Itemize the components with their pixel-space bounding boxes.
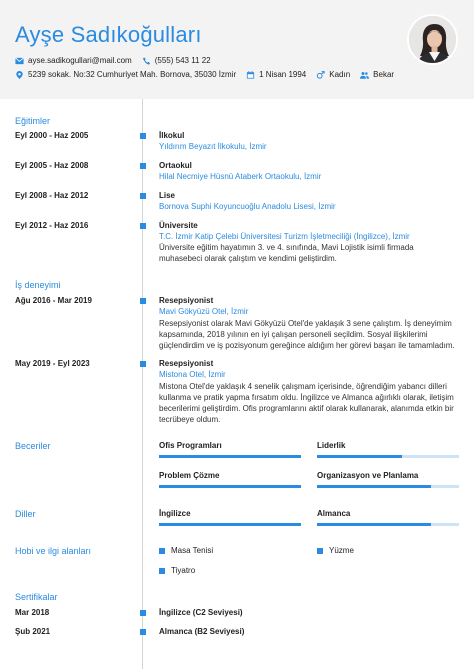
timeline-line (142, 99, 143, 669)
skill-bar-fill (159, 485, 301, 488)
hobby-label: Masa Tenisi (171, 546, 214, 555)
skill-bar-fill (317, 455, 402, 458)
certificate-title: Almanca (B2 Seviyesi) (159, 627, 245, 636)
certificate-date: Mar 2018 (15, 608, 50, 617)
contact-row-1 (15, 56, 221, 65)
skill-bar-fill (317, 485, 431, 488)
education-school: Yıldırım Beyazıt İlkokulu, İzmir (159, 142, 267, 151)
envelope-icon (15, 57, 24, 65)
profile-photo (407, 14, 458, 65)
certificate-title: İngilizce (C2 Seviyesi) (159, 608, 243, 617)
education-title: Ortaokul (159, 161, 192, 170)
education-date: Eyl 2005 - Haz 2008 (15, 161, 89, 170)
education-date: Eyl 2012 - Haz 2016 (15, 221, 89, 230)
section-title-skills: Beceriler (15, 441, 51, 451)
birthdate-text: 1 Nisan 1994 (259, 70, 307, 79)
experience-title: Resepsiyonist (159, 296, 214, 305)
skill-bar (159, 485, 301, 488)
section-title-certificates: Sertifikalar (15, 592, 58, 602)
address-item (15, 70, 236, 79)
gender-icon (316, 71, 325, 79)
marital-item (360, 70, 394, 79)
experience-date: Ağu 2016 - Mar 2019 (15, 296, 92, 305)
hobby-item (159, 566, 195, 575)
experience-description: Mistona Otel'de yaklaşık 4 senelik çalışmam içerisinde, öğrendiğim yabancı dilleri kullanma ve pratik yapma fırsatım oldu. İngilizce ve Almanca ağırlıklı olarak, iletişim becerilerimi geliştirdim. Ofis programlarını aktif olarak kullanarak, alanımda etkin bir tecrübeye oldum. (159, 382, 454, 424)
users-icon (360, 71, 369, 79)
phone-text: (555) 543 11 22 (154, 56, 211, 65)
skill-name: Ofis Programları (159, 441, 222, 450)
language-name: Almanca (317, 509, 351, 518)
education-school: Bornova Suphi Koyuncuoğlu Anadolu Lisesi, İzmir (159, 202, 336, 211)
timeline-marker (140, 361, 146, 367)
experience-company: Mistona Otel, İzmir (159, 370, 226, 379)
timeline-marker (140, 629, 146, 635)
map-marker-icon (15, 71, 24, 79)
section-title-education: Eğitimler (15, 116, 51, 126)
language-bar (317, 523, 459, 526)
education-date: Eyl 2000 - Haz 2005 (15, 131, 89, 140)
education-school: Hilal Necmiye Hüsnü Ataberk Ortaokulu, İzmir (159, 172, 322, 181)
experience-company: Mavi Gökyüzü Otel, İzmir (159, 307, 249, 316)
skill-bar (317, 485, 459, 488)
language-name: İngilizce (159, 509, 191, 518)
education-school: T.C. İzmir Katip Çelebi Üniversitesi Turizm İşletmeciliği (İngilizce), İzmir (159, 232, 410, 241)
timeline-marker (140, 133, 146, 139)
skill-bar-fill (159, 455, 301, 458)
section-title-hobbies: Hobi ve ilgi alanları (15, 546, 92, 556)
experience-description: Resepsiyonist olarak Mavi Gökyüzü Otel'de yaklaşık 3 sene çalıştım. İş deneyimim kapsamında, 2018 yılının en iyi çalışan personeli seçildim. Sosyal ilişkilerimi güçlendirdim ve iş pozisyonum gereğince aldığım her görevi başarı ile tamamladım. (159, 319, 455, 350)
hobby-label: Tiyatro (171, 566, 196, 575)
hobby-item (317, 546, 354, 555)
skill-bar (317, 455, 459, 458)
education-date: Eyl 2008 - Haz 2012 (15, 191, 89, 200)
timeline-marker (140, 193, 146, 199)
skill-name: Liderlik (317, 441, 346, 450)
gender-text: Kadın (329, 70, 351, 79)
experience-title: Resepsiyonist (159, 359, 214, 368)
education-title: Üniversite (159, 221, 198, 230)
phone-icon (142, 57, 151, 65)
language-bar-fill (159, 523, 301, 526)
timeline-marker (140, 610, 146, 616)
timeline-marker (140, 223, 146, 229)
marital-text: Bekar (373, 70, 395, 79)
bullet-square (317, 548, 323, 554)
gender-item (316, 70, 350, 79)
email-item[interactable] (15, 56, 132, 65)
section-title-languages: Diller (15, 509, 36, 519)
email-text: ayse.sadikogullari@mail.com (28, 56, 132, 65)
hobby-item (159, 546, 213, 555)
address-text: 5239 sokak. No:32 Cumhuriyet Mah. Bornova, 35030 İzmir (28, 70, 237, 79)
hobby-label: Yüzme (329, 546, 354, 555)
language-bar (159, 523, 301, 526)
skill-bar (159, 455, 301, 458)
education-title: İlkokul (159, 131, 185, 140)
experience-date: May 2019 - Eyl 2023 (15, 359, 90, 368)
phone-item[interactable] (142, 56, 211, 65)
timeline-marker (140, 298, 146, 304)
bullet-square (159, 548, 165, 554)
timeline-marker (140, 163, 146, 169)
skill-name: Organizasyon ve Planlama (317, 471, 419, 480)
calendar-icon (246, 71, 255, 79)
birthdate-item (246, 70, 306, 79)
contact-row-2 (15, 70, 404, 79)
header (0, 0, 474, 99)
bullet-square (159, 568, 165, 574)
education-description: Üniversite eğitim hayatımın 3. ve 4. sınıfında, Mavi Lojistik isimli firmada muhasebeci olarak çalıştım ve kendimi geliştirdim. (159, 243, 414, 263)
education-title: Lise (159, 191, 176, 200)
certificate-date: Şub 2021 (15, 627, 51, 636)
language-bar-fill (317, 523, 431, 526)
person-name: Ayşe Sadıkoğulları (15, 22, 202, 47)
skill-name: Problem Çözme (159, 471, 220, 480)
section-title-experience: İş deneyimi (15, 280, 61, 290)
